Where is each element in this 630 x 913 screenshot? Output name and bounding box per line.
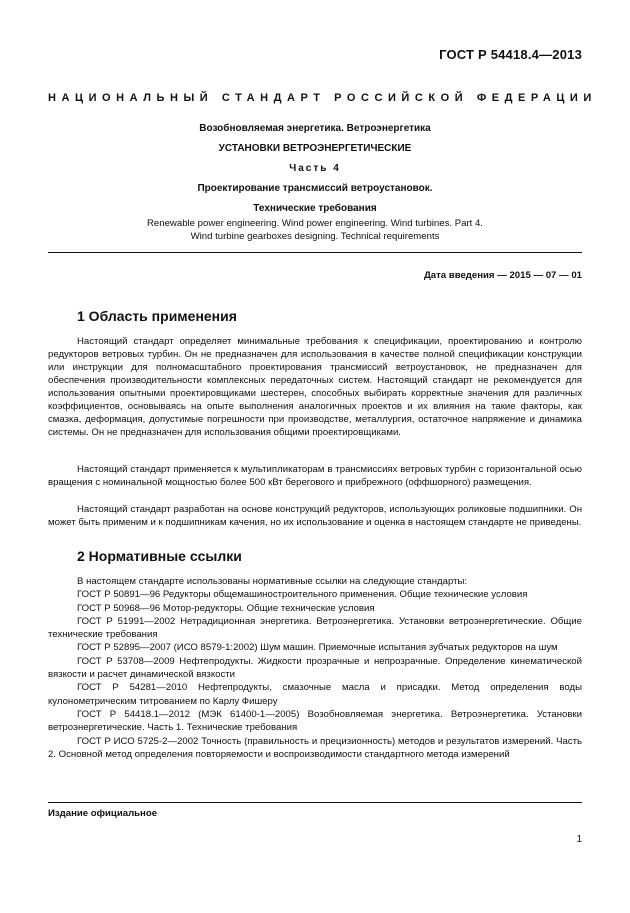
reference-item <box>48 681 582 708</box>
title-line-3: Проектирование трансмиссий ветроустановок. <box>197 183 433 194</box>
references-intro-text: В настоящем стандарте использованы нормативные ссылки на следующие стандарты: <box>77 576 468 587</box>
title-part: Часть 4 <box>289 163 341 174</box>
section-1-paragraph-3-text: Настоящий стандарт разработан на основе конструкций редукторов, использующих роликовые подшипники. Он может быть применим и к подшипникам качения, но их использование и оценка в настоящем стандарте не приведены. <box>48 504 582 528</box>
reference-item <box>48 602 582 615</box>
title-block <box>48 122 582 222</box>
introduction-date: Дата введения — 2015 — 07 — 01 <box>423 270 582 281</box>
reference-text: ГОСТ Р 54281—2010 Нефтепродукты, смазочные масла и присадки. Метод определения воды кулонометрическим титрованием по Карлу Фишеру <box>48 682 582 707</box>
title-divider <box>48 252 582 253</box>
reference-item <box>48 708 582 735</box>
footer-divider <box>48 802 582 803</box>
reference-text: ГОСТ Р 53708—2009 Нефтепродукты. Жидкости прозрачные и непрозрачные. Определение кинематической вязкости и расчет динамической вязкости <box>48 655 582 681</box>
reference-item <box>48 735 582 762</box>
section-1-paragraph-2 <box>48 463 582 489</box>
gost-code: ГОСТ Р 54418.4—2013 <box>439 47 582 62</box>
section-1-paragraph-2-text: Настоящий стандарт применяется к мультипликаторам в трансмиссиях ветровых турбин с горизонтальной осью вращения с номинальной мощностью более 500 кВт берегового и прибрежного (оффшорного) размещения. <box>48 464 582 488</box>
reference-text: ГОСТ Р 52895—2007 (ИСО 8579-1:2002) Шум машин. Приемочные испытания зубчатых редукторов на шум <box>77 642 558 654</box>
title-en-line-2: Wind turbine gearboxes designing. Technical requirements <box>190 230 440 242</box>
reference-item <box>48 588 582 601</box>
section-2-heading: 2 Нормативные ссылки <box>77 548 242 564</box>
reference-text: ГОСТ Р 51991—2002 Нетрадиционная энергетика. Ветроэнергетика. Установки ветроэнергетические. Общие технические требования <box>48 615 582 641</box>
section-1-paragraph-3 <box>48 503 582 529</box>
section-1-heading: 1 Область применения <box>77 308 237 324</box>
title-line-4: Технические требования <box>253 203 377 214</box>
official-edition-label: Издание официальное <box>48 808 158 819</box>
title-english <box>48 218 582 243</box>
reference-item <box>48 641 582 654</box>
title-line-1: Возобновляемая энергетика. Ветроэнергетика <box>199 123 431 134</box>
normative-references <box>48 575 582 761</box>
title-line-2: УСТАНОВКИ ВЕТРОЭНЕРГЕТИЧЕСКИЕ <box>218 143 412 154</box>
reference-item <box>48 655 582 682</box>
reference-text: ГОСТ Р 50968—96 Мотор-редукторы. Общие технические условия <box>77 602 375 614</box>
reference-text: ГОСТ Р 50891—96 Редукторы общемашиностроительного применения. Общие технические условия <box>77 589 528 601</box>
section-1-paragraph-1-text: Настоящий стандарт определяет минимальные требования к спецификации, проектированию и контролю редукторов ветровых турбин. Он не предназначен для использования в качестве полной спецификации конструкции или инструкции для полномасштабного проектирования трансмиссий ветроустановок, не предназначен для обеспечения производительности комплексных передаточных систем. Настоящий стандарт не рекомендуется для использования опытными проектировщиками шестерен, способных выбирать корректные значения для различных коэффициентов, основываясь на опыте выполнения аналогичных проектов и их влияния на такие факторы, как смазка, деформация, допустимые погрешности при производстве, металлургия, остаточное напряжение и динамика системы. Он не предназначен для использования общими проектировщиками. <box>48 336 582 438</box>
national-standard-banner: НАЦИОНАЛЬНЫЙ СТАНДАРТ РОССИЙСКОЙ ФЕДЕРАЦИИ <box>48 92 597 104</box>
page-number: 1 <box>576 834 582 845</box>
section-1-paragraph-1 <box>48 335 582 439</box>
references-intro <box>48 575 582 588</box>
title-en-line-1: Renewable power engineering. Wind power engineering. Wind turbines. Part 4. <box>147 218 483 229</box>
reference-item <box>48 615 582 642</box>
reference-text: ГОСТ Р 54418.1—2012 (МЭК 61400-1—2005) Возобновляемая энергетика. Ветроэнергетика. Установки ветроэнергетические. Часть 1. Технические требования <box>48 708 582 734</box>
reference-text: ГОСТ Р ИСО 5725-2—2002 Точность (правильность и прецизионность) методов и результатов измерений. Часть 2. Основной метод определения повторяемости и воспроизводимости стандартного метода измерений <box>48 735 582 760</box>
